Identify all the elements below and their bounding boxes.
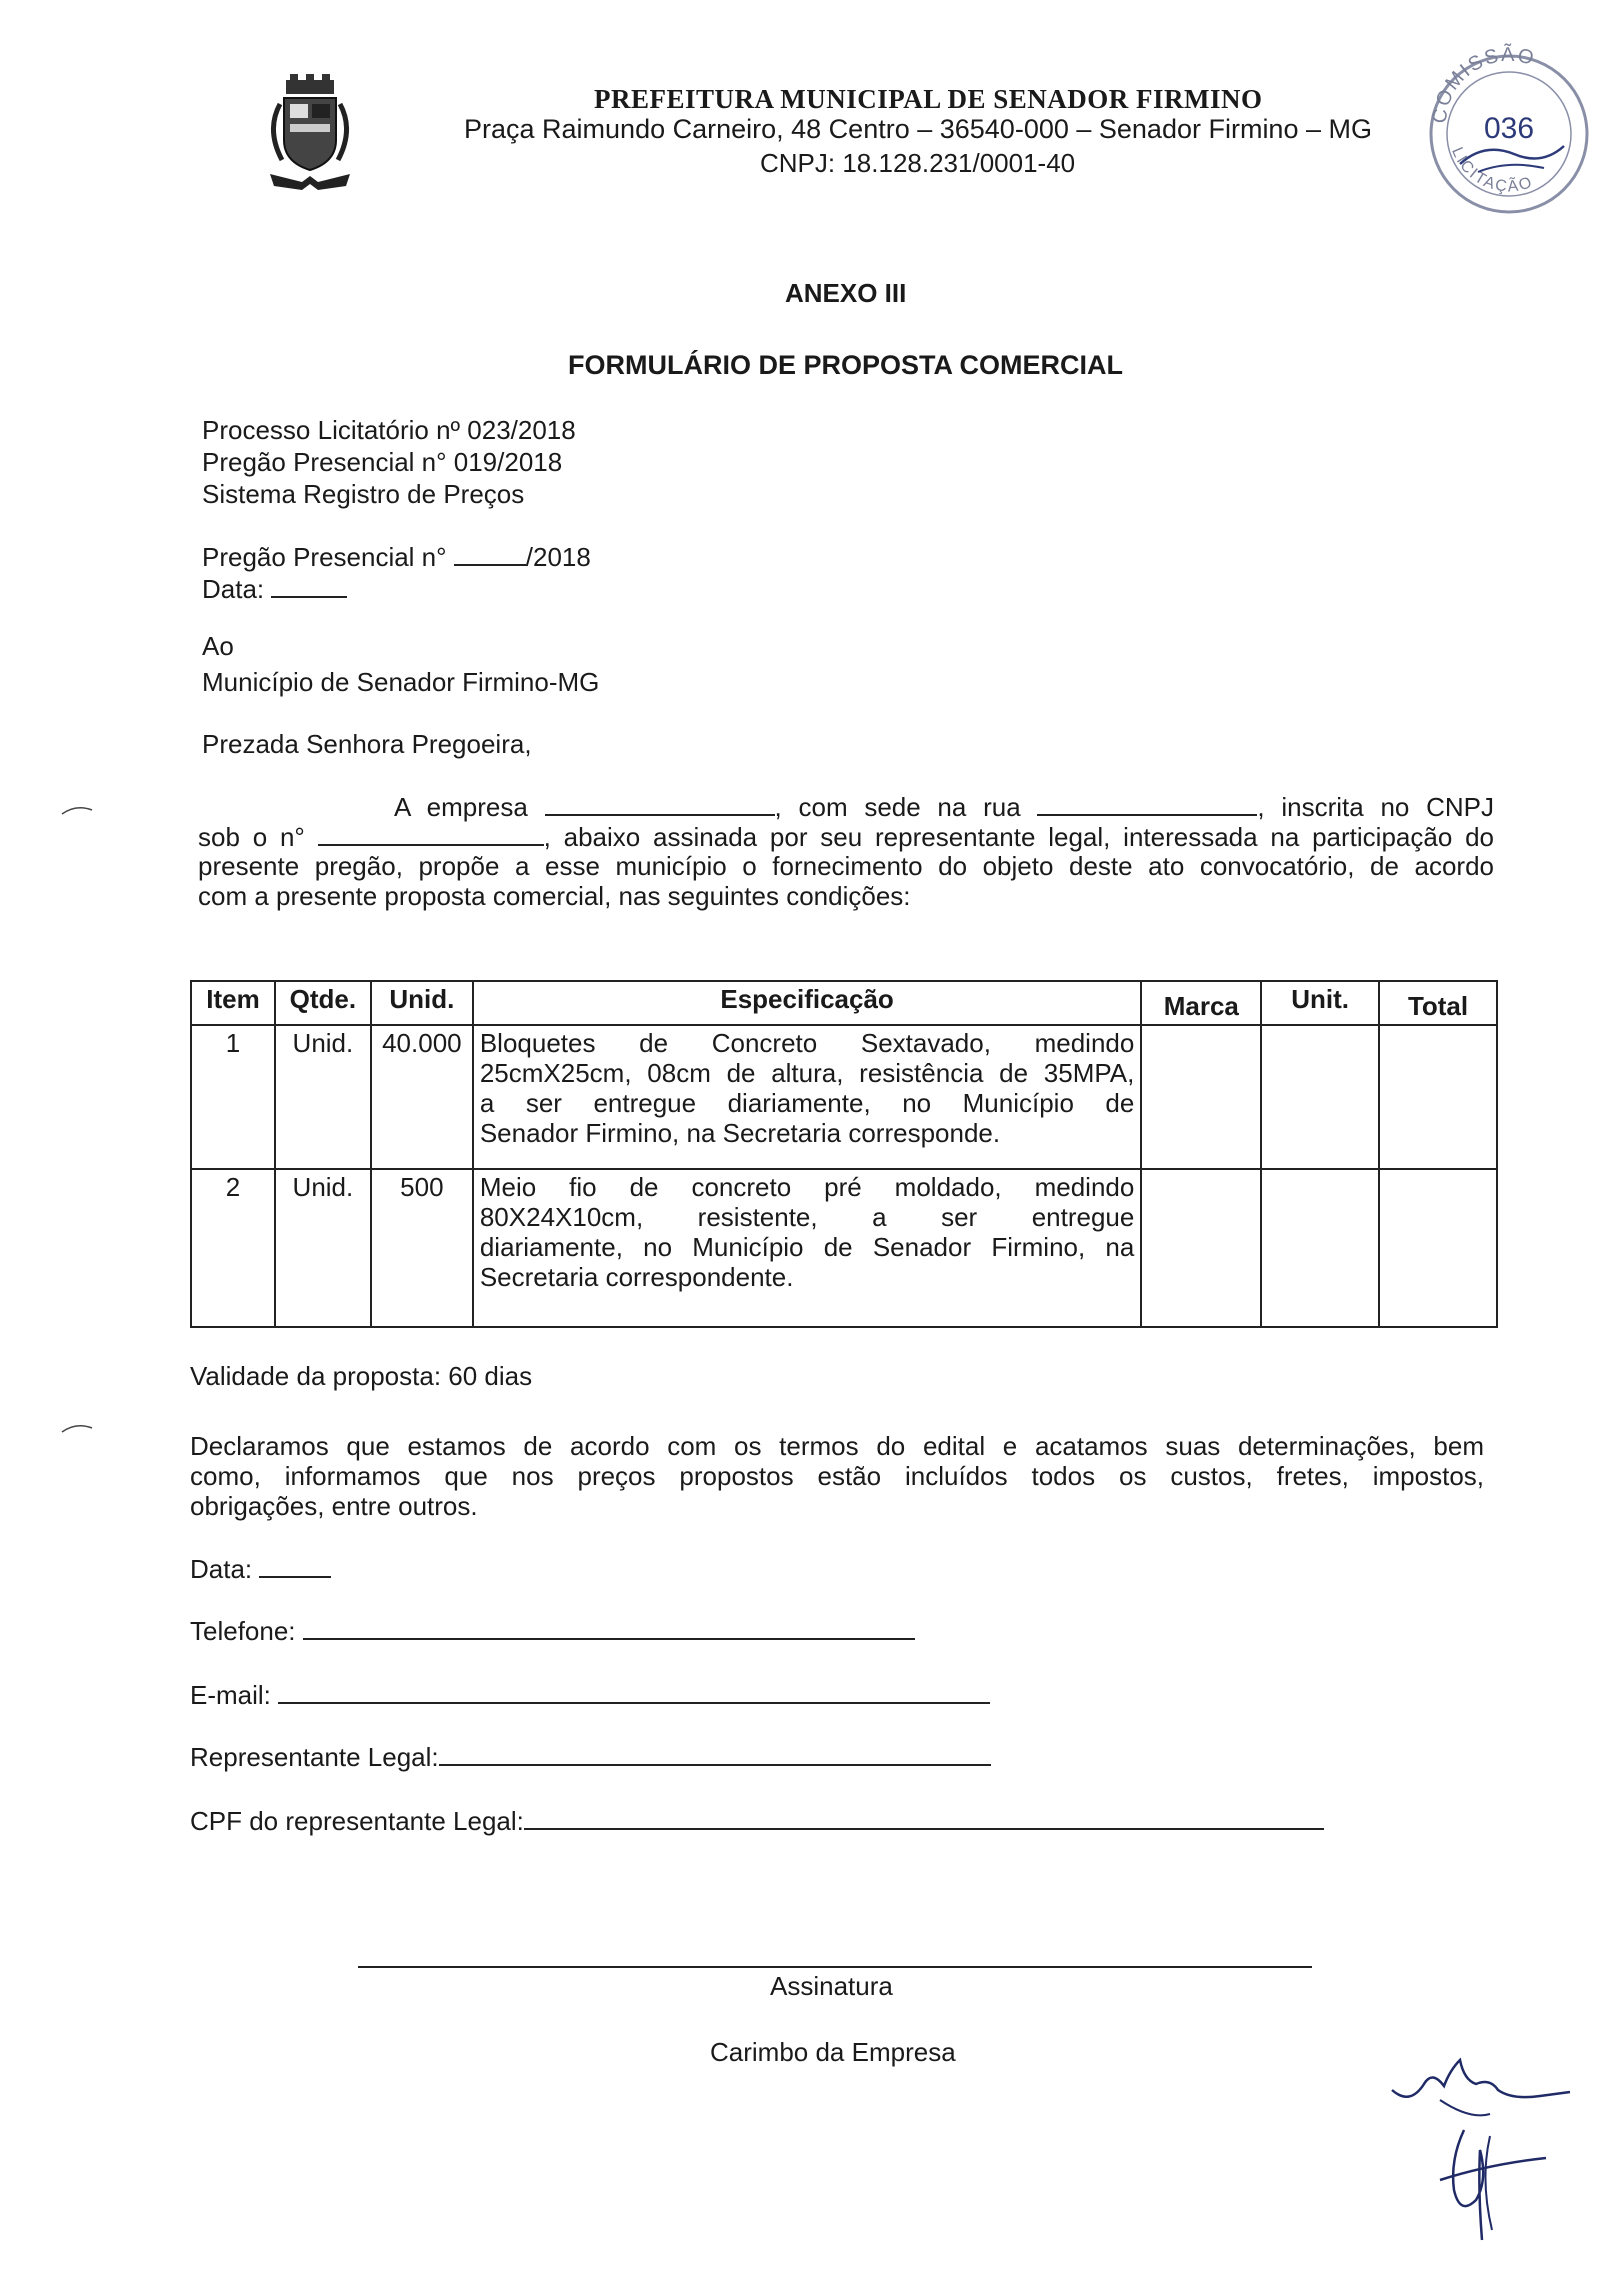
cell-unit[interactable] xyxy=(1261,1169,1379,1327)
signature-label: Assinatura xyxy=(770,1971,893,2001)
cell-item: 2 xyxy=(191,1169,275,1327)
intro-abaixo: , abaixo assinada por seu representante legal, interessada na participação do xyxy=(543,822,1495,852)
intro-line-1 xyxy=(198,790,1494,823)
phone-blank[interactable] xyxy=(303,1614,915,1640)
commission-stamp xyxy=(1424,34,1594,224)
intro-a-empresa: A empresa xyxy=(394,792,528,822)
signature-line[interactable] xyxy=(358,1966,1312,1968)
form-title: FORMULÁRIO DE PROPOSTA COMERCIAL xyxy=(568,350,1123,380)
items-table xyxy=(190,980,1498,1328)
intro-line-3: presente pregão, propõe a esse município o fornecimento do objeto deste ato convocatório, de acordo xyxy=(198,851,1494,881)
spec-line: Meio fio de concreto pré moldado, medindo xyxy=(479,1172,1135,1202)
pregao-fill-line xyxy=(202,540,591,573)
cell-especificacao xyxy=(473,1025,1142,1169)
process-number: Processo Licitatório nº 023/2018 xyxy=(202,415,576,445)
cell-unit[interactable] xyxy=(1261,1025,1379,1169)
phone-label: Telefone: xyxy=(190,1616,296,1646)
intro-line-2 xyxy=(198,820,1494,853)
stamp-bottom-text: LICITAÇÃO xyxy=(1448,144,1536,196)
org-cnpj: CNPJ: 18.128.231/0001-40 xyxy=(760,148,1076,178)
cell-total[interactable] xyxy=(1379,1025,1497,1169)
legal-rep-blank[interactable] xyxy=(439,1740,991,1766)
header-marca: Marca xyxy=(1141,981,1261,1025)
table-row xyxy=(191,1025,1497,1169)
margin-mark xyxy=(58,800,98,820)
cnpj-blank[interactable] xyxy=(318,820,544,846)
legal-rep-line xyxy=(190,1740,991,1773)
footer-date-blank[interactable] xyxy=(259,1552,331,1578)
legal-rep-label: Representante Legal: xyxy=(190,1742,439,1772)
cell-unid: 40.000 xyxy=(371,1025,473,1169)
org-name: PREFEITURA MUNICIPAL DE SENADOR FIRMINO xyxy=(594,84,1263,114)
cell-qtde: Unid. xyxy=(275,1169,371,1327)
salutation: Prezada Senhora Pregoeira, xyxy=(202,729,532,759)
svg-text:LICITAÇÃO xyxy=(1448,145,1536,196)
date-blank[interactable] xyxy=(271,572,347,598)
spec-line: Bloquetes de Concreto Sextavado, medindo xyxy=(479,1028,1135,1058)
spec-line: 25cmX25cm, 08cm de altura, resistência de 35MPA, xyxy=(479,1058,1135,1088)
street-blank[interactable] xyxy=(1037,790,1257,816)
cell-marca[interactable] xyxy=(1141,1025,1261,1169)
email-label: E-mail: xyxy=(190,1680,271,1710)
email-line xyxy=(190,1678,990,1711)
annex-title: ANEXO III xyxy=(785,278,907,308)
cpf-line xyxy=(190,1804,1324,1837)
addressee-ao: Ao xyxy=(202,631,234,661)
spec-line: Secretaria correspondente. xyxy=(479,1262,794,1292)
stamp-number: 036 xyxy=(1484,112,1535,145)
header-item: Item xyxy=(191,981,275,1025)
cell-total[interactable] xyxy=(1379,1169,1497,1327)
intro-line-4: com a presente proposta comercial, nas seguintes condições: xyxy=(198,881,911,911)
company-name-blank[interactable] xyxy=(545,790,775,816)
intro-com-sede: , com sede na rua xyxy=(774,792,1021,822)
stamp-signature xyxy=(1460,146,1564,164)
declaration-line-3: obrigações, entre outros. xyxy=(190,1491,478,1521)
cell-unid: 500 xyxy=(371,1169,473,1327)
date-fill-line xyxy=(202,572,347,605)
header-unit: Unit. xyxy=(1261,981,1379,1025)
pregao-fill-year: /2018 xyxy=(525,542,591,572)
declaration-line-1: Declaramos que estamos de acordo com os termos do edital e acatamos suas determinações, bem xyxy=(190,1431,1484,1461)
handwritten-initials xyxy=(1380,2040,1580,2260)
header-total: Total xyxy=(1379,981,1497,1025)
spec-line: diariamente, no Município de Senador Firmino, na xyxy=(479,1232,1135,1262)
cpf-label: CPF do representante Legal: xyxy=(190,1806,524,1836)
intro-inscrita: , inscrita no CNPJ xyxy=(1257,792,1494,822)
spec-line: a ser entregue diariamente, no Município de xyxy=(479,1088,1135,1118)
cell-item: 1 xyxy=(191,1025,275,1169)
footer-date-line xyxy=(190,1552,331,1585)
intro-sob-o-n: sob o n° xyxy=(198,822,305,852)
spec-line: Senador Firmino, na Secretaria corresponde. xyxy=(479,1118,1001,1148)
margin-mark xyxy=(58,1418,98,1438)
cpf-blank[interactable] xyxy=(524,1804,1324,1830)
header-especificacao: Especificação xyxy=(473,981,1142,1025)
proposal-validity: Validade da proposta: 60 dias xyxy=(190,1361,533,1391)
company-stamp-label: Carimbo da Empresa xyxy=(710,2037,956,2067)
cell-qtde: Unid. xyxy=(275,1025,371,1169)
table-header-row xyxy=(191,981,1497,1025)
email-blank[interactable] xyxy=(278,1678,990,1704)
pregao-fill-label: Pregão Presencial n° xyxy=(202,542,447,572)
pregao-number-blank[interactable] xyxy=(454,540,526,566)
spec-line: 80X24X10cm, resistente, a ser entregue xyxy=(479,1202,1135,1232)
footer-date-label: Data: xyxy=(190,1554,253,1584)
pregao-number: Pregão Presencial n° 019/2018 xyxy=(202,447,563,477)
coat-of-arms-logo xyxy=(262,74,358,192)
phone-line xyxy=(190,1614,915,1647)
registry-system: Sistema Registro de Preços xyxy=(202,479,525,509)
cell-marca[interactable] xyxy=(1141,1169,1261,1327)
declaration-line-2: como, informamos que nos preços propostos estão incluídos todos os custos, fretes, impostos, xyxy=(190,1461,1484,1491)
header-qtde: Qtde. xyxy=(275,981,371,1025)
date-fill-label: Data: xyxy=(202,574,265,604)
addressee-municipality: Município de Senador Firmino-MG xyxy=(202,667,600,697)
org-address: Praça Raimundo Carneiro, 48 Centro – 36540-000 – Senador Firmino – MG xyxy=(464,114,1372,144)
stamp-top-text: COMISSÃO xyxy=(1428,43,1538,125)
header-unid: Unid. xyxy=(371,981,473,1025)
table-row xyxy=(191,1169,1497,1327)
cell-especificacao xyxy=(473,1169,1142,1327)
